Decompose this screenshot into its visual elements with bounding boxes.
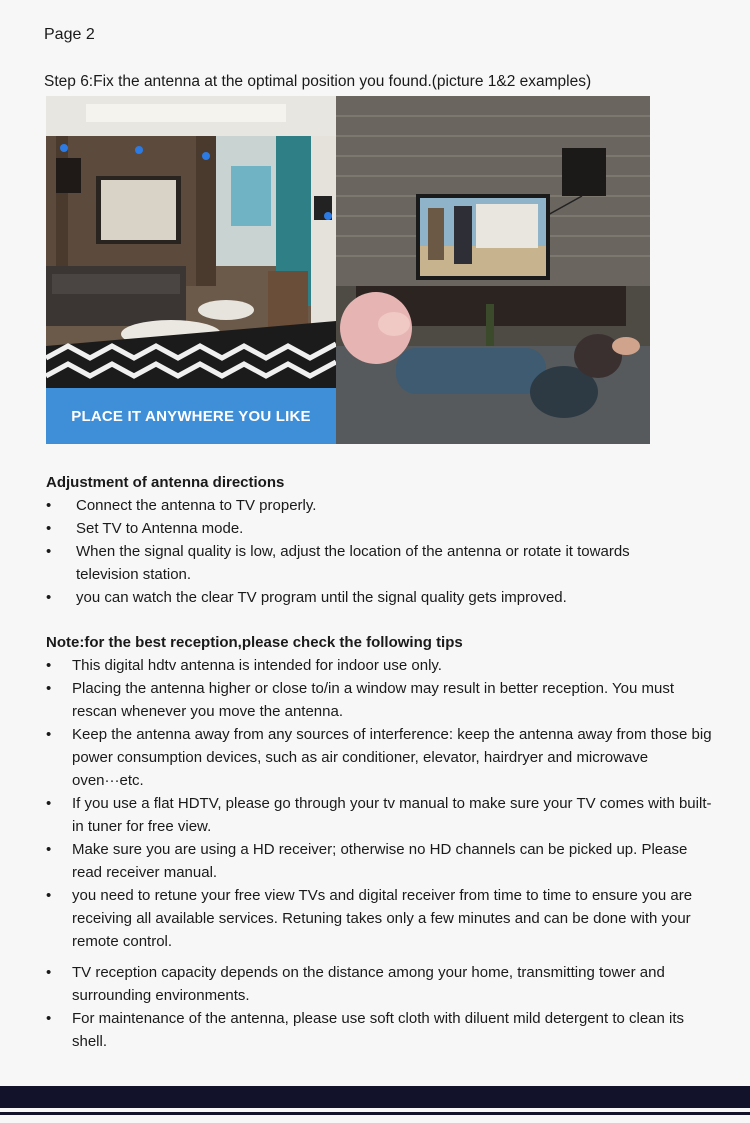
list-item: • Make sure you are using a HD receiver; otherwise no HD channels can be picked up. Please read receiver manual.: [46, 838, 718, 884]
list-item: • you need to retune your free view TVs and digital receiver from time to time to ensure you are receiving all available services. Retuning takes only a few minutes and can be done with your remote control.: [46, 884, 718, 953]
tips-list: [46, 654, 718, 1053]
footer-rule: [0, 1112, 750, 1115]
step-title: Step 6:Fix the antenna at the optimal position you found.(picture 1&2 examples): [44, 73, 592, 90]
list-item: • When the signal quality is low, adjust the location of the antenna or rotate it towards television station.: [46, 540, 686, 586]
list-item: • TV reception capacity depends on the distance among your home, transmitting tower and surrounding environments.: [46, 961, 718, 1007]
page-label: Page 2: [44, 26, 95, 43]
example-photos: [46, 96, 650, 444]
footer-band: [0, 1086, 750, 1108]
list-item: • Set TV to Antenna mode.: [46, 517, 686, 540]
adjustment-section: [46, 471, 686, 609]
adjustment-heading: Adjustment of antenna directions: [46, 474, 285, 491]
adjustment-list: [46, 494, 686, 609]
living-room-photo: [46, 96, 336, 444]
list-item: • This digital hdtv antenna is intended for indoor use only.: [46, 654, 718, 677]
list-item: • Keep the antenna away from any sources of interference: keep the antenna away from those big power consumption devices, such as air conditioner, elevator, hairdryer and microwave oven···etc.: [46, 723, 718, 792]
tips-heading: Note:for the best reception,please check the following tips: [46, 634, 463, 651]
tips-section: [46, 631, 718, 1053]
list-item: • Connect the antenna to TV properly.: [46, 494, 686, 517]
list-item: • For maintenance of the antenna, please use soft cloth with diluent mild detergent to clean its shell.: [46, 1007, 718, 1053]
list-item: • Placing the antenna higher or close to/in a window may result in better reception. You must rescan whenever you move the antenna.: [46, 677, 718, 723]
list-item: • you can watch the clear TV program until the signal quality gets improved.: [46, 586, 686, 609]
tv-watching-photo: [336, 96, 650, 444]
list-item: • If you use a flat HDTV, please go through your tv manual to make sure your TV comes with built-in tuner for free view.: [46, 792, 718, 838]
place-anywhere-banner: PLACE IT ANYWHERE YOU LIKE: [46, 388, 336, 444]
